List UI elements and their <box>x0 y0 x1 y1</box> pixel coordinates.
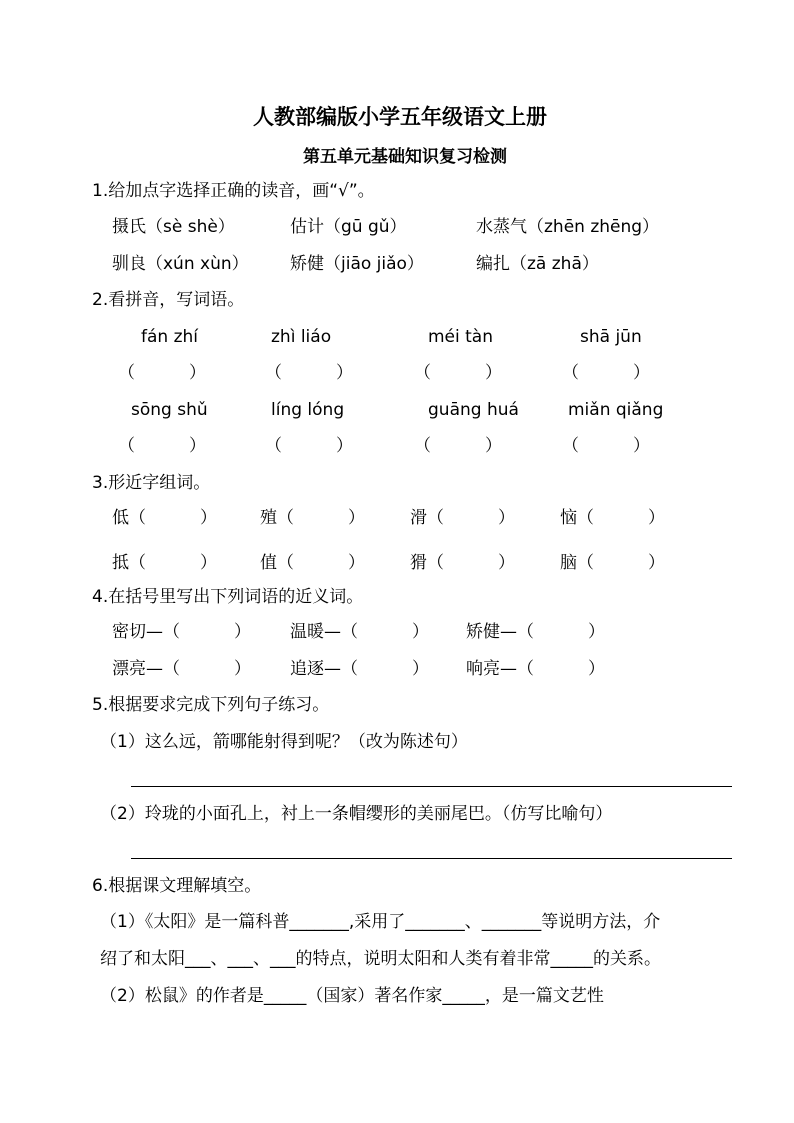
page-title: 人教部编版小学五年级语文上册 <box>253 104 547 129</box>
answer-line[interactable] <box>131 786 732 787</box>
q3-item[interactable]: 殖（ ） <box>260 508 366 528</box>
q2-answer-box[interactable]: （ ） <box>562 363 651 383</box>
q2-pinyin: sōng shǔ <box>131 400 208 420</box>
q2-answer-box[interactable]: （ ） <box>414 436 503 456</box>
q2-pinyin: guāng huá <box>428 400 519 420</box>
q4-item[interactable]: 漂亮—（ ） <box>112 659 252 679</box>
q1-prompt: 1.给加点字选择正确的读音，画“√”。 <box>92 181 375 201</box>
q4-item[interactable]: 密切—（ ） <box>112 622 252 642</box>
q6-prompt: 6.根据课文理解填空。 <box>92 876 262 896</box>
q1-item: 编扎（zā zhā） <box>476 254 599 274</box>
q3-prompt: 3.形近字组词。 <box>92 473 211 493</box>
q3-item[interactable]: 滑（ ） <box>410 508 516 528</box>
q5-sentence-1: （1）这么远，箭哪能射得到呢？（改为陈述句） <box>100 732 468 752</box>
q3-item[interactable]: 恼（ ） <box>560 508 666 528</box>
q2-answer-box[interactable]: （ ） <box>265 436 354 456</box>
q2-prompt: 2.看拼音，写词语。 <box>92 290 245 310</box>
q1-item: 矫健（jiāo jiǎo） <box>290 254 424 274</box>
q6-line: （2）松鼠》的作者是_____（国家）著名作家_____，是一篇文艺性 <box>100 986 604 1006</box>
page-subtitle: 第五单元基础知识复习检测 <box>303 147 507 167</box>
q3-item[interactable]: 低（ ） <box>112 508 218 528</box>
q2-pinyin: zhì liáo <box>271 327 332 347</box>
q6-line: 绍了和太阳___、___、___的特点，说明太阳和人类有着非常_____的关系。 <box>100 949 661 969</box>
q2-answer-box[interactable]: （ ） <box>265 363 354 383</box>
q2-pinyin: méi tàn <box>428 327 494 347</box>
q6-line: （1）《太阳》是一篇科普_______,采用了_______、_______等说明方法，介 <box>100 912 661 932</box>
q3-item[interactable]: 值（ ） <box>260 553 366 573</box>
q1-item: 驯良（xún xùn） <box>112 254 249 274</box>
q3-item[interactable]: 脑（ ） <box>560 553 666 573</box>
q2-pinyin: miǎn qiǎng <box>568 400 664 420</box>
q3-item[interactable]: 抵（ ） <box>112 553 218 573</box>
q2-answer-box[interactable]: （ ） <box>414 363 503 383</box>
q2-pinyin: fán zhí <box>141 327 199 347</box>
q5-prompt: 5.根据要求完成下列句子练习。 <box>92 695 330 715</box>
q4-prompt: 4.在括号里写出下列词语的近义词。 <box>92 587 364 607</box>
q4-item[interactable]: 温暖—（ ） <box>290 622 430 642</box>
q2-answer-box[interactable]: （ ） <box>118 436 207 456</box>
q4-item[interactable]: 追逐—（ ） <box>290 659 430 679</box>
q3-item[interactable]: 猾（ ） <box>410 553 516 573</box>
answer-line[interactable] <box>131 858 732 859</box>
q2-pinyin: shā jūn <box>580 327 642 347</box>
q1-item: 估计（gū gǔ） <box>290 217 407 237</box>
q4-item[interactable]: 矫健—（ ） <box>466 622 606 642</box>
q1-item: 水蒸气（zhēn zhēng） <box>476 217 660 237</box>
q1-item: 摄氏（sè shè） <box>112 217 235 237</box>
q4-item[interactable]: 响亮—（ ） <box>466 659 606 679</box>
q5-sentence-2: （2）玲珑的小面孔上，衬上一条帽缨形的美丽尾巴。（仿写比喻句） <box>100 804 613 824</box>
q2-pinyin: líng lóng <box>271 400 345 420</box>
q2-answer-box[interactable]: （ ） <box>562 436 651 456</box>
q2-answer-box[interactable]: （ ） <box>118 363 207 383</box>
